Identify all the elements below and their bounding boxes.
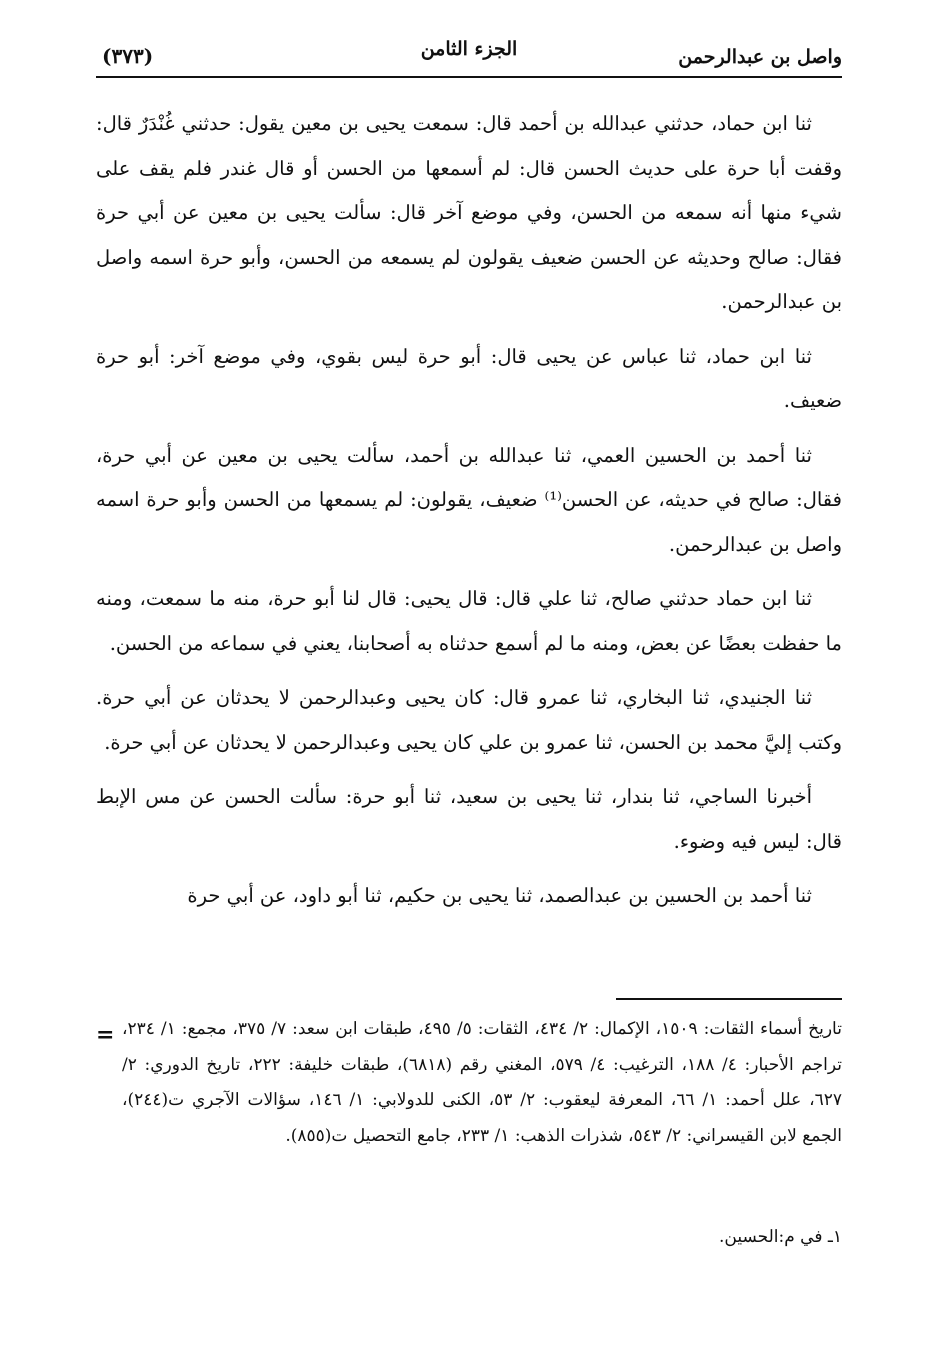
paragraph: ثنا ابن حماد حدثني صالح، ثنا علي قال: قال يحيى: قال لنا أبو حرة، منه ما سمعت، ومنه ما حفظت بعضًا عن بعض، ومنه ما لم أسمع حدثناه به أصحابنا، يعني في سماعه من الحسن. [96, 587, 842, 655]
footnote-continuation-marker: = [96, 1022, 115, 1048]
paragraph: ثنا ابن حماد، ثنا عباس عن يحيى قال: أبو حرة ليس بقوي، وفي موضع آخر: أبو حرة ضعيف. [96, 344, 842, 412]
paragraph: ثنا الجنيدي، ثنا البخاري، ثنا عمرو قال: كان يحيى وعبدالرحمن لا يحدثان عن أبي حرة. وكتب إليَّ محمد بن الحسن، ثنا عمرو بن علي كان يحيى وعبدالرحمن لا يحدثان عن أبي حرة. [96, 686, 842, 754]
paragraph: ثنا ابن حماد، حدثني عبدالله بن أحمد قال: سمعت يحيى بن معين يقول: حدثني غُنْدَرٌ قال: وقفت أبا حرة على حديث الحسن قال: لم أسمعها من الحسن أو قال غندر فلم يقف على شيء منها أنه سمعه من الحسن، وفي موضع آخر قال: سألت يحيى بن معين عن أبي حرة فقال: صالح وحديثه عن الحسن ضعيف يقولون لم يسمعه من الحسن، وأبو حرة اسمه واصل بن عبدالرحمن. [96, 112, 842, 313]
volume-title: الجزء الثامن [420, 38, 518, 60]
page-header [96, 38, 842, 78]
main-text [96, 102, 842, 929]
running-title: واصل بن عبدالرحمن [678, 46, 842, 68]
footnote-1: ١ـ في م:الحسين. [719, 1227, 842, 1247]
footnote-references: تاريخ أسماء الثقات: ١٥٠٩، الإكمال: ٢/ ٤٣٤، الثقات: ٥/ ٤٩٥، طبقات ابن سعد: ٧/ ٣٧٥، مجمع: ١/ ٢٣٤، تراجم الأحبار: ٤/ ١٨٨، الترغيب: ٤/ ٥٧٩، المغني رقم (٦٨١٨)، طبقات خليفة: ٢٢٢، تاريخ الدوري: ٢/ ٦٢٧، علل أحمد: ١/ ٦٦، المعرفة ليعقوب: ٢/ ٥٣، الكنى للدولابي: ١/ ١٤٦، سؤالات الآجري ت(٢٤٤)، الجمع لابن القيسراني: ٢/ ٥٤٣، شذرات الذهب: ١/ ٢٣٣، جامع التحصيل ت(٨٥٥). [122, 1019, 843, 1146]
page-number: (٣٧٣) [102, 44, 154, 68]
header-divider [96, 76, 842, 78]
paragraph: ثنا أحمد بن الحسين العمي، ثنا عبدالله بن أحمد، سألت يحيى بن معين عن أبي حرة، فقال: صالح في حديثه، عن الحسن⁽¹⁾ ضعيف، يقولون: لم يسمعها من الحسن وأبو حرة اسمه واصل بن عبدالرحمن. [96, 443, 842, 556]
footnote-divider [616, 998, 842, 1000]
paragraph: ثنا أحمد بن الحسين بن عبدالصمد، ثنا يحيى بن حكيم، ثنا أبو داود، عن أبي حرة [187, 884, 812, 907]
paragraph: أخبرنا الساجي، ثنا بندار، ثنا يحيى بن سعيد، ثنا أبو حرة: سألت الحسن عن مس الإبط قال: ليس فيه وضوء. [96, 785, 842, 853]
